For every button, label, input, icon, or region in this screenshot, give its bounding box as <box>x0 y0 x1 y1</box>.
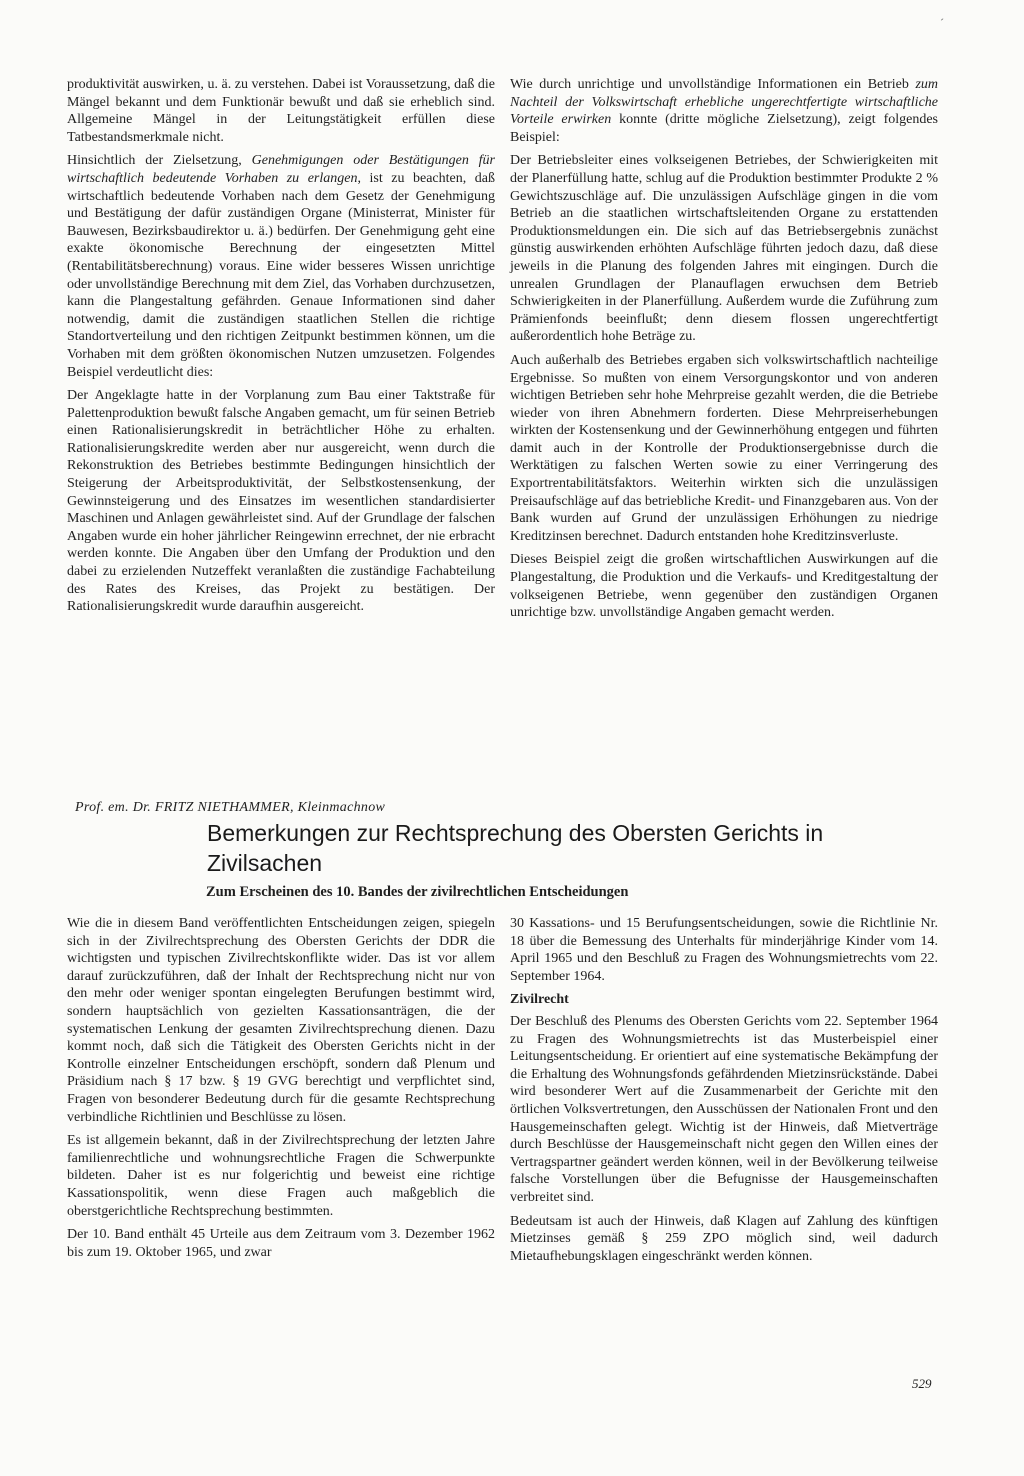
paragraph <box>67 152 495 381</box>
column-bottom-right <box>510 915 938 1271</box>
paragraph: Der Betriebsleiter eines volkseigenen Betriebes, der Schwierigkeiten mit der Planerfüllung hatte, schlug auf die Produktion bestimmter Produkte 2 % Gewichtszuschläge auf. Die unzulässigen Aufschläge gingen in die vom Betrieb an die staatlichen wirtschaftsleitenden Organe zu erstattenden Produktionsmeldungen ein. Die sich auf das Betriebsergebnis zunächst günstig auswirkenden erhöhten Aufschläge führten jedoch dazu, daß diese jeweils in die Planung des folgenden Jahres mit eingingen. Durch die unrealen Grundlagen der Planauflagen erwuchsen dem Betrieb Schwierigkeiten in der Planerfüllung. Außerdem wurde die Zuführung zum Prämienfonds beeinflußt; denn diesem flossen ungerechtfertigt außerordentlich hohe Beträge zu. <box>510 153 938 345</box>
text-span: Wie durch unrichtige und unvollständige Informationen ein Betrieb <box>510 77 916 92</box>
column-bottom-left <box>67 915 495 1267</box>
emphasis: Genehmigungen oder Bestätigungen für wirtschaftlich bedeutende Vorhaben zu erlangen <box>67 153 495 186</box>
paragraph: Dieses Beispiel zeigt die großen wirtschaftlichen Auswirkungen auf die Plangestaltung, die Produktion und die Verkaufs- und Kreditgestaltung der volkseigenen Betriebe, wenn gegenüber den zuständigen Organen unrichtige bzw. unvollständige Angaben gemacht werden. <box>510 552 938 621</box>
paragraph: Bedeutsam ist auch der Hinweis, daß Klagen auf Zahlung des künftigen Mietzinses gemäß § 259 ZPO möglich sind, weil dadurch Mietaufhebungsklagen eingeschränkt werden können. <box>510 1213 938 1264</box>
page-number: 529 <box>912 1376 932 1391</box>
author-byline: Prof. em. Dr. FRITZ NIETHAMMER, Kleinmachnow <box>75 800 386 815</box>
paragraph: Der Angeklagte hatte in der Vorplanung zum Bau einer Taktstraße für Palettenproduktion bewußt falsche Angaben gemacht, um für seinen Betrieb einen Rationalisierungskredit in beträchtlicher Höhe zu erhalten. Rationalisierungskredite werden aber nur ausgereicht, wenn durch die Rekonstruktion des Betriebes bestimmte Bedingungen hinsichtlich der Steigerung der Arbeitsproduktivität, der Selbstkostensenkung, der Gewinnsteigerung und des Einsatzes im wesentlichen standardisierter Maschinen und Anlagen gewährleistet sind. Auf der Grundlage der falschen Angaben wurde ein hoher jährlicher Reingewinn errechnet, der nie erbracht werden konnte. Die Angaben über den Umfang der Produktion und den dabei zu erzielenden Nutzeffekt veranlaßten die zuständige Fachabteilung des Rates des Kreises, das Projekt zu bestätigen. Der Rationalisierungskredit wurde daraufhin ausgereicht. <box>67 388 495 615</box>
column-top-left <box>67 76 495 622</box>
emphasis: zum Nachteil der Volkswirtschaft erhebliche ungerechtfertigte wirtschaftliche Vorteile erwirken <box>510 77 938 128</box>
text-span: , ist zu beachten, daß wirtschaftlich bedeutende Vorhaben nach dem Gesetz der Genehmigung und Bestätigung der dafür zuständigen Organe (Ministerrat, Minister für Bauwesen, Bezirksbaudirektor u. ä.) bedürfen. Der Genehmigung geht eine exakte ökonomische Berechnung der eingesetzten Mittel (Rentabilitätsberechnung) voraus. Eine wider besseres Wissen unrichtige oder unvollständige Berechnung mit dem Ziel, das Vorhaben durchzusetzen, kann die Plangestaltung gefährden. Genaue Informationen sind daher notwendig, damit die zuständigen staatlichen Stellen die richtige Standortverteilung und den richtigen Zeitpunkt bestimmen können, um die Vorhaben mit dem größten ökonomischen Nutzen umzusetzen. Folgendes Beispiel verdeutlicht dies: <box>67 170 495 380</box>
text-span: Hinsichtlich der Zielsetzung, <box>67 153 252 169</box>
text-span: konnte (dritte mögliche Zielsetzung), zeigt folgendes Beispiel: <box>510 112 939 145</box>
paragraph <box>510 76 938 146</box>
paragraph: Wie die in diesem Band veröffentlichten Entscheidungen zeigen, spiegeln sich in der Zivilrechtsprechung des Obersten Gerichts der DDR die wichtigsten und typischen Zivilrechtskonflikte wider. Das ist vor allem darauf zurückzuführen, daß der Inhalt der Rechtsprechung nicht nur von den mehr oder weniger spontan eingelegten Berufungen bestimmt wird, sondern hauptsächlich von gezielten Kassationsanträgen, die der systematischen Lenkung der gesamten Zivilrechtsprechung dienen. Dazu kommt noch, daß sich die Tätigkeit des Obersten Gerichts nicht in der Kontrolle einzelner Entscheidungen erschöpft, sondern daß Plenum und Präsidium nach § 17 bzw. § 19 GVG berechtigt und verpflichtet sind, Fragen von besonderer Bedeutung durch für die gesamte Rechtsprechung verbindliche Richtlinien und Beschlüsse zu lösen. <box>67 916 495 1125</box>
corner-mark: ´ <box>940 16 944 30</box>
paragraph: Der 10. Band enthält 45 Urteile aus dem Zeitraum vom 3. Dezember 1962 bis zum 19. Oktober 1965, und zwar <box>67 1227 495 1260</box>
paragraph: Es ist allgemein bekannt, daß in der Zivilrechtsprechung der letzten Jahre familienrechtliche und wohnungsrechtliche Fragen die Schwerpunkte bildeten. Daher ist es nur folgerichtig und beweist eine richtige Kassationspolitik, wenn diese Fragen auch maßgeblich die oberstgerichtliche Rechtsprechung bestimmten. <box>67 1133 495 1219</box>
article-subheadline: Zum Erscheinen des 10. Bandes der zivilrechtlichen Entscheidungen <box>206 884 629 900</box>
paragraph: Der Beschluß des Plenums des Obersten Gerichts vom 22. September 1964 zu Fragen des Wohnungsmietrechts ist das Musterbeispiel einer Leitungsentscheidung. Er orientiert auf eine systematische Bekämpfung der die Erhaltung des Wohnungsfonds gefährdenden Mietzinsrückstände. Dabei wird besonderer Wert auf die Zusammenarbeit der Gerichte mit den örtlichen Volksvertretungen, den Ausschüssen der Nationalen Front und den Hausgemeinschaften gelegt. Wichtig ist der Hinweis, daß Mietverträge durch Beschlüsse der Hausgemeinschaft nicht gegen den Willen eines der Vertragspartner geändert werden können, weil in der Bevölkerung teilweise falsche Vorstellungen über die Befugnisse der Hausgemeinschaften verbreitet sind. <box>510 1013 938 1205</box>
section-heading: Zivilrecht <box>510 992 569 1008</box>
paragraph: Auch außerhalb des Betriebes ergaben sich volkswirtschaftlich nachteilige Ergebnisse. So mußten von einem Versorgungskontor und von anderen wichtigen Betrieben sehr hohe Mehrpreise gezahlt werden, die die Betriebe wieder von ihren Abnehmern forderten. Diese Mehrpreiserhebungen wirkten der Kostensenkung und der Gewinnerhöhung entgegen und führten damit auch in der Kontrolle der Produktionsergebnisse durch die Werktätigen zu falschen Werten sowie zu einer Verringerung des Exportrentabilitätsfaktors. Weiterhin wirkten sich die unzulässigen Preisaufschläge auf das betriebliche Kredit- und Finanzgebaren aus. Von der Bank wurden auf Grund der unzulässigen Erhöhungen zu niedrige Kreditzinsen berechnet. Dadurch entstanden hohe Kreditzinsverluste. <box>510 352 938 544</box>
paragraph: 30 Kassations- und 15 Berufungsentscheidungen, sowie die Richtlinie Nr. 18 über die Bemessung des Unterhalts für minderjährige Kinder vom 14. April 1965 und den Beschluß zu Fragen des Wohnungsmietrechts vom 22. September 1964. <box>510 916 938 984</box>
article-headline: Bemerkungen zur Rechtsprechung des Obersten Gerichts in Zivilsachen <box>207 820 824 876</box>
column-top-right <box>510 76 938 628</box>
paragraph: produktivität auswirken, u. ä. zu verstehen. Dabei ist Voraussetzung, daß die Mängel bekannt und dem Funktionär bewußt und daß sie erheblich sind. Allgemeine Mängel in der Leitungstätigkeit erfüllen diese Tatbestandsmerkmale nicht. <box>67 77 495 145</box>
